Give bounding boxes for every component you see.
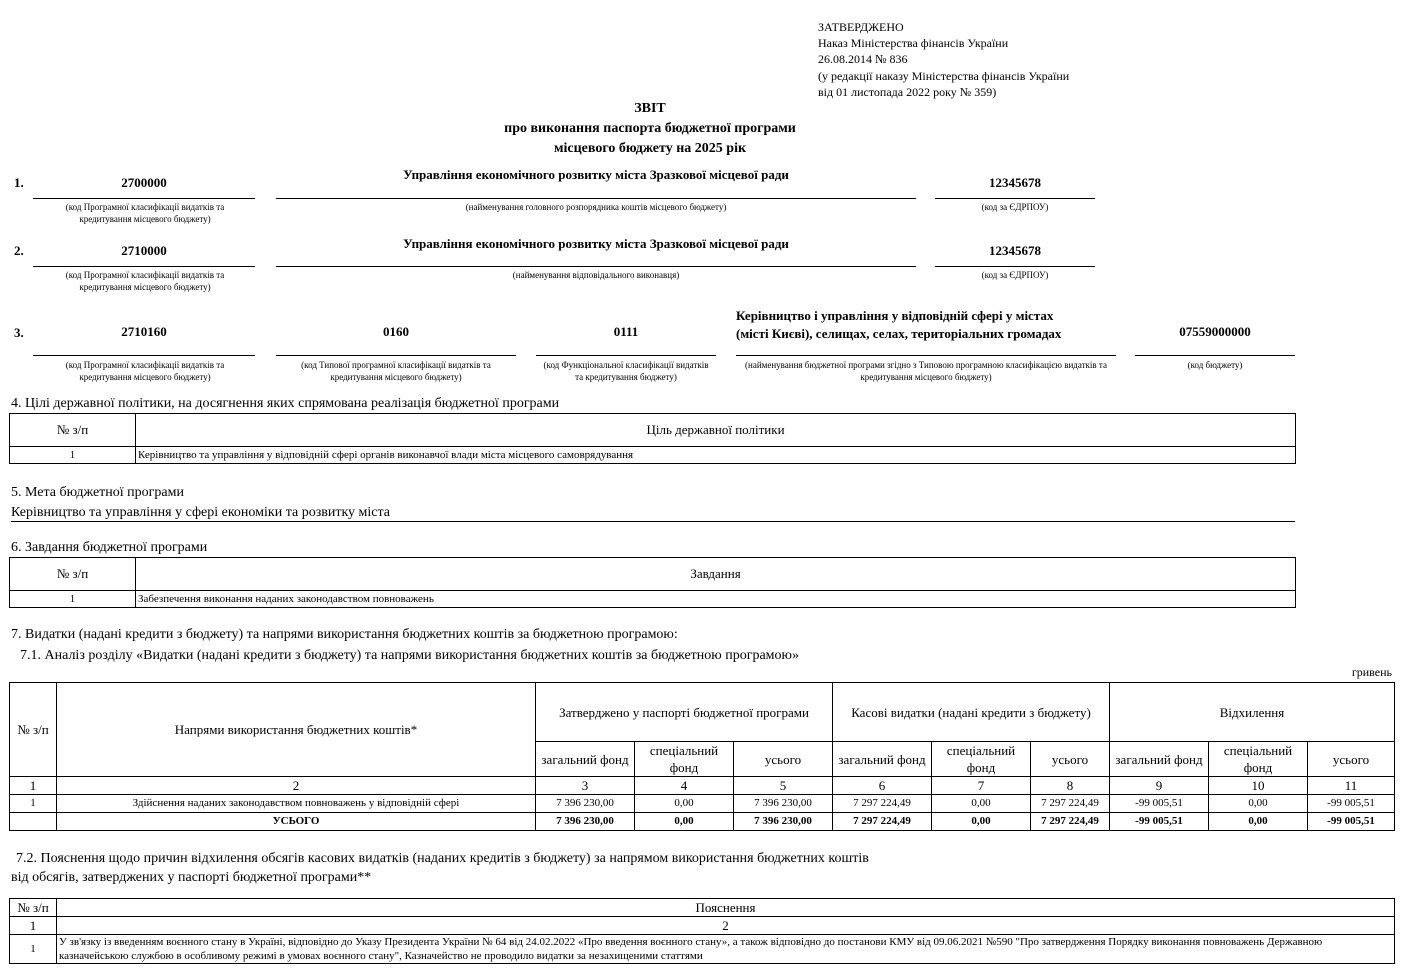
col-number: 4	[635, 777, 734, 795]
approval-line: Наказ Міністерства фінансів України	[818, 36, 1009, 51]
col-number: 7	[932, 777, 1031, 795]
row-value: 0,00	[932, 795, 1031, 813]
underline	[935, 198, 1095, 199]
underline	[736, 355, 1116, 356]
tasks-row-num: 1	[10, 591, 136, 608]
approval-line: (у редакції наказу Міністерства фінансів України	[818, 68, 1070, 83]
group-deviation: Відхилення	[1110, 683, 1395, 742]
title-line: місцевого бюджету на 2025 рік	[553, 141, 747, 156]
total-row	[10, 813, 1395, 831]
section-6-heading: 6. Завдання бюджетної програми	[11, 540, 208, 555]
row-value: 0,00	[1209, 795, 1308, 813]
table-row	[10, 795, 1395, 813]
group-approved: Затверджено у паспорті бюджетної програми	[536, 683, 833, 742]
row1-number: 1.	[14, 175, 24, 190]
section-7-2-heading: 7.2. Пояснення щодо причин відхилення обсягів касових видатків (наданих кредитів з бюджету) за напрямом використання бюджетних коштів	[16, 851, 869, 866]
col-number: 2	[57, 777, 536, 795]
explanation-table	[9, 898, 1395, 964]
group-cash: Касові видатки (надані кредити з бюджету)	[833, 683, 1110, 742]
row-value: -99 005,51	[1308, 795, 1395, 813]
exp-col-direction: Напрями використання бюджетних коштів*	[57, 683, 536, 777]
total-value: 7 297 224,49	[1031, 813, 1110, 831]
sub-total: усього	[734, 742, 833, 777]
col-number: 3	[536, 777, 635, 795]
sub-general: загальний фонд	[536, 742, 635, 777]
underline	[1135, 355, 1295, 356]
tasks-col-task: Завдання	[136, 558, 1296, 591]
goals-col-num: № з/п	[10, 414, 136, 447]
title-line: ЗВІТ	[634, 101, 666, 116]
row1-name-caption: (найменування головного розпорядника коштів місцевого бюджету)	[465, 202, 727, 212]
row2-code-caption: (код Програмної класифікації видатків та кредитування місцевого бюджету)	[65, 270, 225, 292]
row-value: -99 005,51	[1110, 795, 1209, 813]
total-value: -99 005,51	[1110, 813, 1209, 831]
underline	[276, 355, 516, 356]
expl-row-text: У зв'язку із введенням воєнного стану в Україні, відповідно до Указу Президента України № 64 від 24.02.2022 «Про введення воєнного стану», а також відповідно до постанови КМУ від 09.06.2021 №590 "Про затвердження Порядку виконання повноважень Державною казначейською службою в особливому режимі в умовах воєнного стану", Казначейство не проводило видатки за незахищеними статтями	[57, 935, 1395, 964]
exp-col-num: № з/п	[10, 683, 57, 777]
expl-col-num: № з/п	[10, 899, 57, 917]
goals-col-goal: Ціль державної політики	[136, 414, 1296, 447]
col-number: 11	[1308, 777, 1395, 795]
sub-general: загальний фонд	[1110, 742, 1209, 777]
underline	[276, 266, 916, 267]
approval-stamp	[818, 19, 1069, 100]
total-value: 7 396 230,00	[734, 813, 833, 831]
row3-number: 3.	[14, 325, 24, 340]
row-value: 7 297 224,49	[1031, 795, 1110, 813]
sub-special: спеціальний фонд	[1209, 742, 1308, 777]
expl-col-text: Пояснення	[57, 899, 1395, 917]
row3-typical-caption: (код Типової програмної класифікації видатків та кредитування місцевого бюджету)	[301, 360, 491, 382]
col-number: 8	[1031, 777, 1110, 795]
row2-executor-name: Управління економічного розвитку міста Зразкової місцевої ради	[403, 236, 789, 251]
row3-functional-caption: (код Функціональної класифікації видатків та кредитування бюджету)	[543, 360, 709, 382]
row-num: 1	[10, 795, 57, 813]
row1-code-caption: (код Програмної класифікації видатків та кредитування місцевого бюджету)	[65, 202, 225, 224]
program-name-line: Керівництво і управління у відповідній сфері у містах	[736, 308, 1054, 323]
row-value: 7 396 230,00	[734, 795, 833, 813]
total-value: 0,00	[635, 813, 734, 831]
row2-edrpou-caption: (код за ЄДРПОУ)	[981, 270, 1049, 280]
sub-general: загальний фонд	[833, 742, 932, 777]
underline	[33, 266, 255, 267]
sub-special: спеціальний фонд	[635, 742, 734, 777]
expenditure-table	[9, 682, 1395, 831]
row3-code-caption: (код Програмної класифікації видатків та кредитування місцевого бюджету)	[65, 360, 225, 382]
row2-program-code: 2710000	[121, 243, 167, 258]
row-direction: Здійснення наданих законодавством повноважень у відповідній сфері	[57, 795, 536, 813]
col-number: 10	[1209, 777, 1308, 795]
title-line: про виконання паспорта бюджетної програми	[504, 121, 796, 136]
goals-table	[9, 413, 1296, 464]
row1-program-code: 2700000	[121, 175, 167, 190]
row1-edrpou-caption: (код за ЄДРПОУ)	[981, 202, 1049, 212]
row2-edrpou: 12345678	[989, 243, 1041, 258]
col-number: 1	[10, 777, 57, 795]
tasks-row-text: Забезпечення виконання наданих законодавством повноважень	[136, 591, 1296, 608]
underline	[536, 355, 716, 356]
section-7-2-heading-cont: від обсягів, затверджених у паспорті бюджетної програми**	[11, 870, 372, 885]
section-5-text: Керівництво та управління у сфері економіки та розвитку міста	[11, 505, 1295, 522]
row1-manager-name: Управління економічного розвитку міста Зразкової місцевої ради	[403, 167, 789, 182]
program-name-line: (місті Києві), селищах, селах, територіальних громадах	[736, 326, 1062, 341]
row3-typical-code: 0160	[383, 324, 409, 339]
sub-total: усього	[1308, 742, 1395, 777]
row3-budget-caption: (код бюджету)	[1187, 360, 1243, 370]
row-value: 7 297 224,49	[833, 795, 932, 813]
approval-line: від 01 листопада 2022 року № 359)	[818, 84, 997, 99]
section-7-1-heading: 7.1. Аналіз розділу «Видатки (надані кредити з бюджету) та напрями використання бюджетних коштів за бюджетною програмою»	[20, 648, 800, 663]
col-number: 5	[734, 777, 833, 795]
row3-functional-code: 0111	[613, 324, 639, 339]
expl-col-number: 2	[57, 917, 1395, 935]
underline	[33, 355, 255, 356]
col-number: 9	[1110, 777, 1209, 795]
section-7-heading: 7. Видатки (надані кредити з бюджету) та напрями використання бюджетних коштів за бюджетною програмою:	[11, 627, 678, 642]
total-value: 7 396 230,00	[536, 813, 635, 831]
report-title	[300, 99, 1000, 159]
total-value: 0,00	[1209, 813, 1308, 831]
row3-budget-code: 07559000000	[1179, 324, 1251, 339]
section-5-heading: 5. Мета бюджетної програми	[11, 485, 184, 500]
row2-name-caption: (найменування відповідального виконавця)	[512, 270, 680, 280]
row3-program-name	[736, 307, 1116, 343]
expl-col-number: 1	[10, 917, 57, 935]
sub-total: усього	[1031, 742, 1110, 777]
section-4-heading: 4. Цілі державної політики, на досягнення яких спрямована реалізація бюджетної програми	[11, 396, 560, 411]
total-label: УСЬОГО	[57, 813, 536, 831]
row3-program-code: 2710160	[121, 324, 167, 339]
row2-number: 2.	[14, 243, 24, 258]
approval-line: ЗАТВЕРДЖЕНО	[818, 20, 904, 34]
underline	[276, 198, 916, 199]
goals-row-text: Керівництво та управління у відповідній сфері органів виконавчої влади міста місцевого самоврядування	[136, 447, 1296, 464]
row-value: 7 396 230,00	[536, 795, 635, 813]
col-number: 6	[833, 777, 932, 795]
total-value: 7 297 224,49	[833, 813, 932, 831]
sub-special: спеціальний фонд	[932, 742, 1031, 777]
row-value: 0,00	[635, 795, 734, 813]
underline	[935, 266, 1095, 267]
row3-name-caption: (найменування бюджетної програми згідно з Типовою програмною класифікацією видатків та кредитування місцевого бюджету)	[745, 360, 1107, 382]
approval-line: 26.08.2014 № 836	[818, 52, 908, 67]
total-value: 0,00	[932, 813, 1031, 831]
row1-edrpou: 12345678	[989, 175, 1041, 190]
tasks-col-num: № з/п	[10, 558, 136, 591]
total-value: -99 005,51	[1308, 813, 1395, 831]
expl-row-num: 1	[10, 935, 57, 964]
currency-unit: гривень	[1351, 665, 1392, 679]
total-num	[10, 813, 57, 831]
tasks-table	[9, 557, 1296, 608]
underline	[33, 198, 255, 199]
goals-row-num: 1	[10, 447, 136, 464]
